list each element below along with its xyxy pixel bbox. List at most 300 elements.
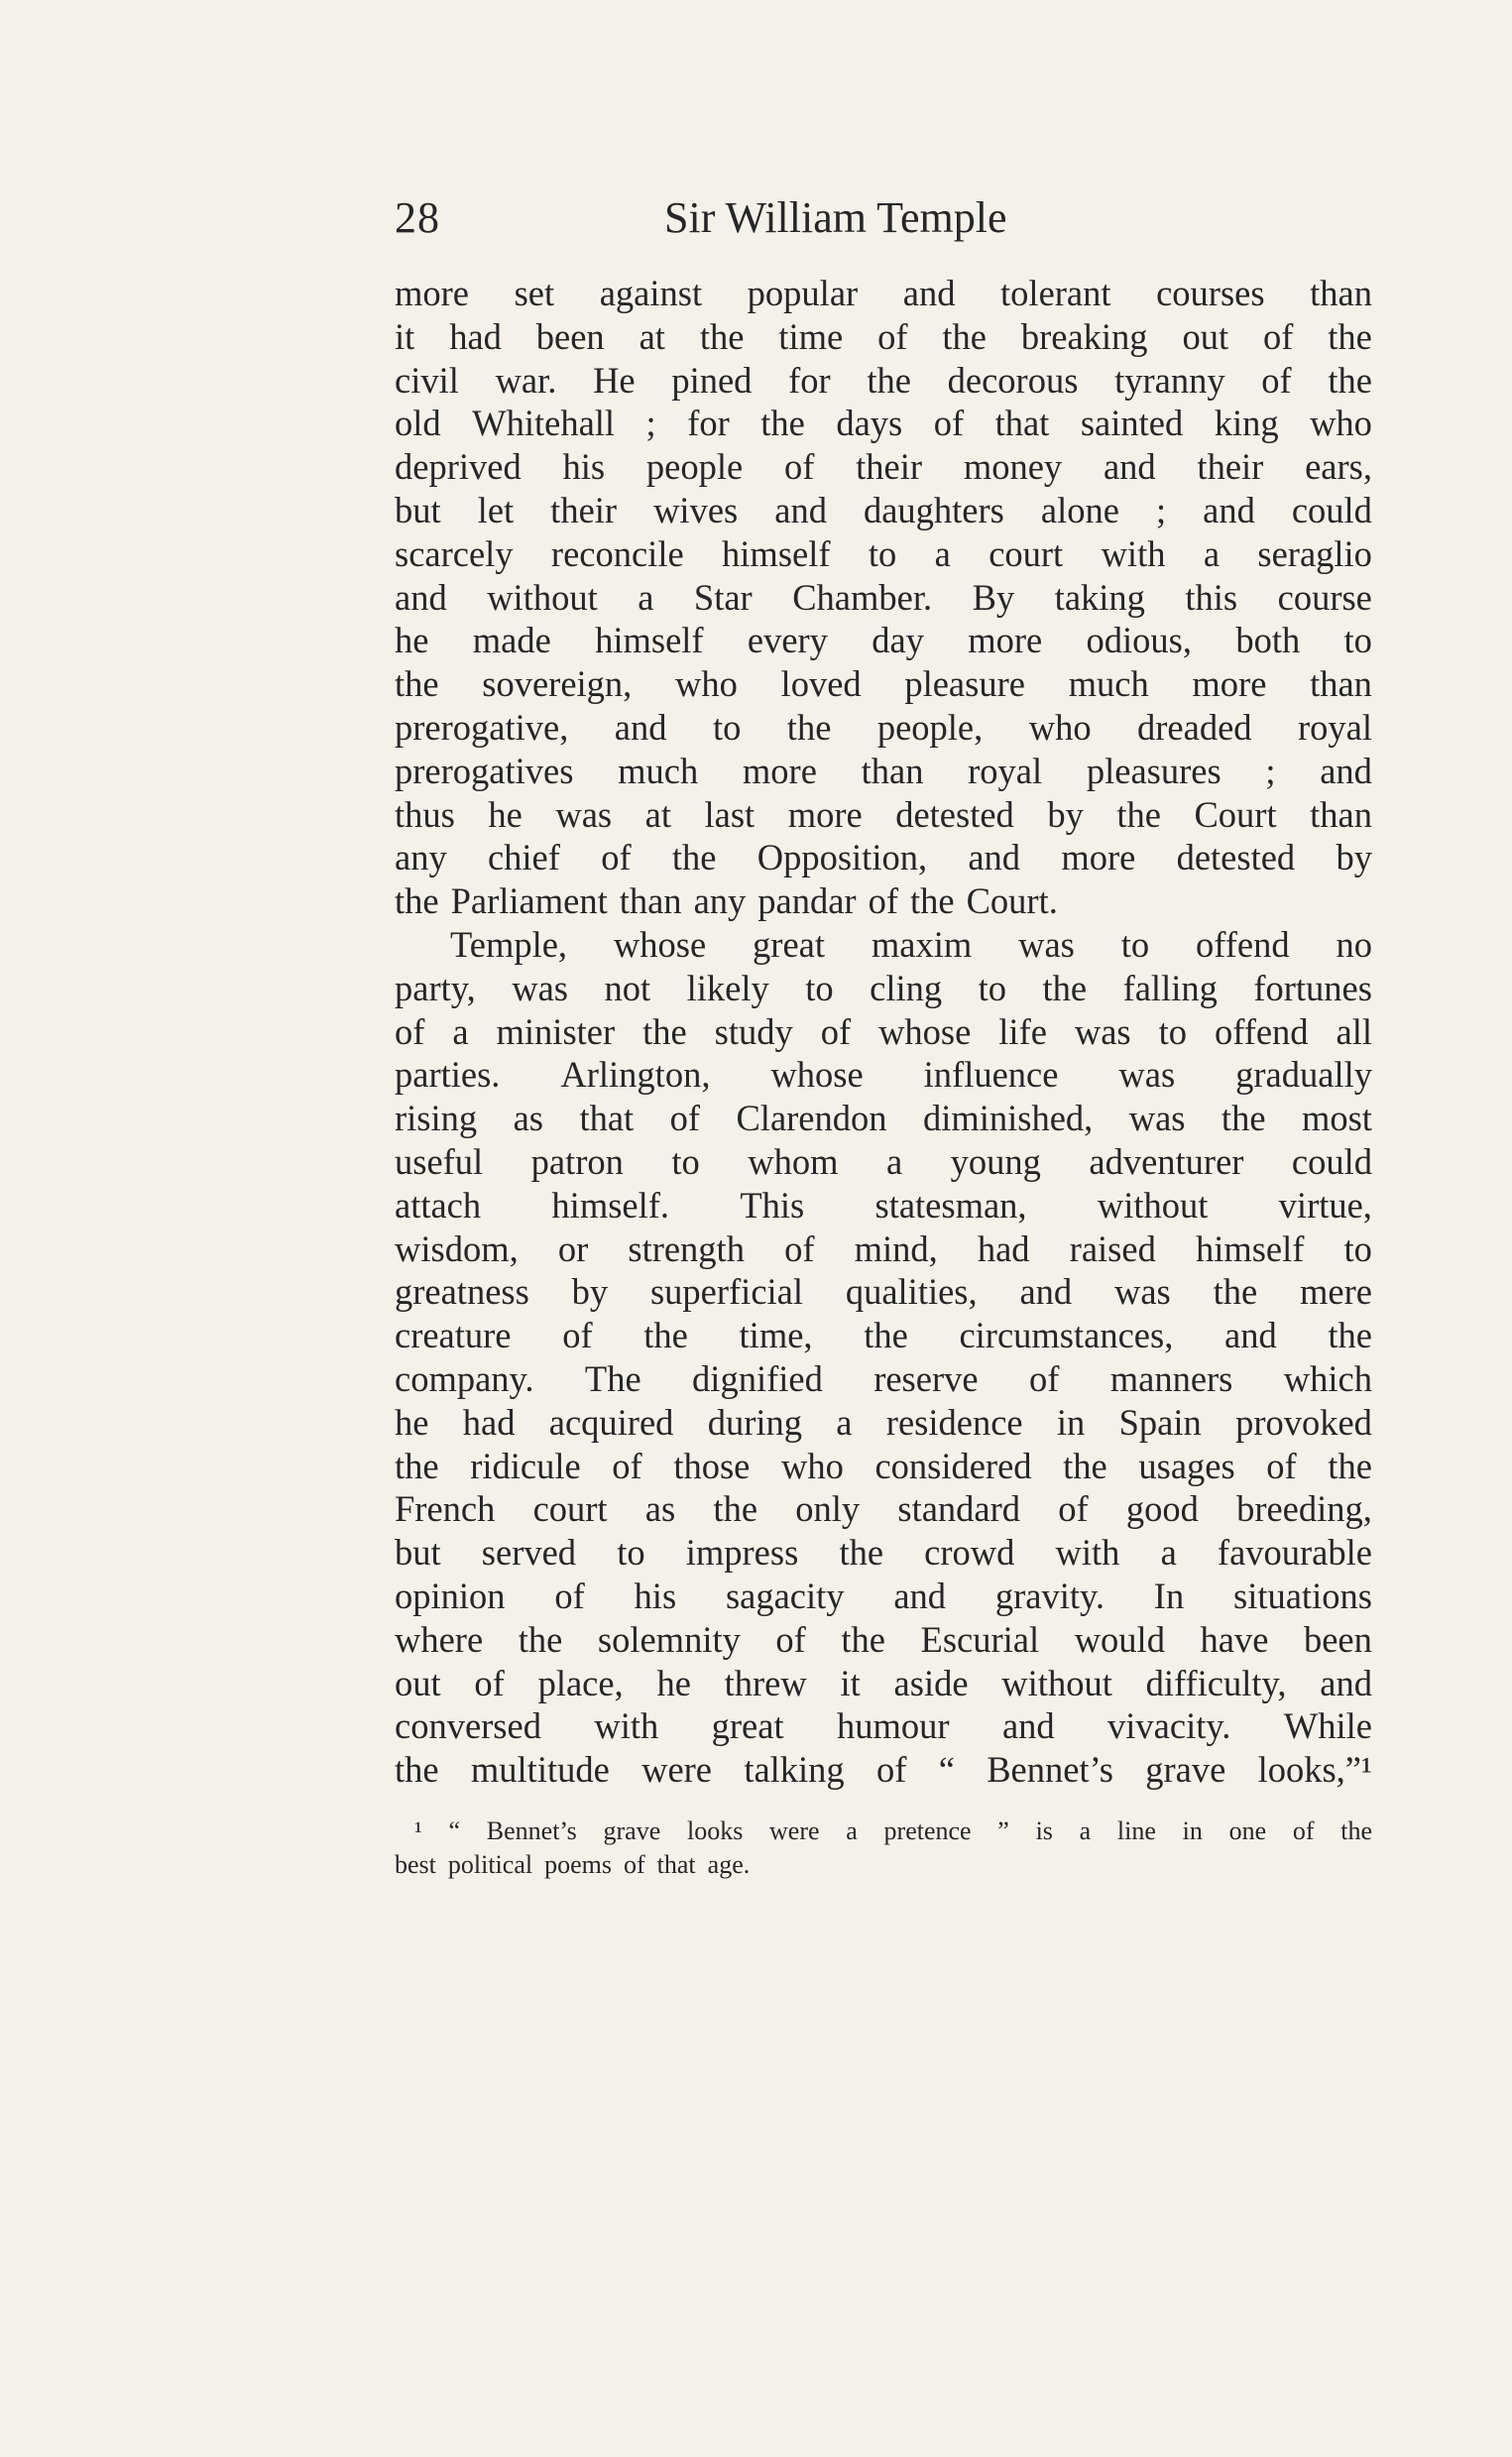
word: threw bbox=[724, 1662, 807, 1703]
word: this bbox=[1185, 576, 1238, 618]
word: of bbox=[877, 315, 908, 357]
word: much bbox=[618, 750, 699, 791]
word: the bbox=[786, 706, 832, 748]
word: the bbox=[909, 880, 955, 922]
word: court bbox=[989, 532, 1064, 574]
word: than bbox=[861, 750, 924, 791]
word: for bbox=[788, 359, 831, 401]
word: days bbox=[836, 403, 903, 444]
word: offend bbox=[1214, 1010, 1309, 1052]
word: a bbox=[452, 1010, 469, 1052]
word: himself bbox=[1195, 1228, 1305, 1269]
word: to bbox=[712, 706, 742, 748]
word: fortunes bbox=[1253, 967, 1372, 1008]
word: and bbox=[1224, 1315, 1277, 1356]
word: grave bbox=[1145, 1749, 1226, 1791]
word: scarcely bbox=[395, 532, 514, 574]
word: thus bbox=[395, 793, 455, 835]
word: situations bbox=[1233, 1575, 1372, 1616]
word: of bbox=[395, 1010, 425, 1052]
word: the bbox=[841, 1618, 885, 1660]
word: himself bbox=[595, 620, 704, 661]
word: the bbox=[1221, 1098, 1266, 1139]
word: the bbox=[1328, 315, 1372, 357]
word: breeding, bbox=[1236, 1488, 1372, 1530]
word: king bbox=[1214, 403, 1279, 444]
word: he bbox=[656, 1662, 691, 1703]
word: their bbox=[550, 489, 618, 530]
running-title: Sir William Temple bbox=[664, 193, 1007, 242]
word: great bbox=[753, 923, 825, 965]
word: reserve bbox=[873, 1357, 979, 1399]
word: Court bbox=[1194, 793, 1277, 835]
body-text-line bbox=[395, 1704, 1372, 1748]
word: to bbox=[617, 1532, 645, 1574]
word: While bbox=[1283, 1705, 1372, 1747]
word: This bbox=[740, 1184, 805, 1226]
word: those bbox=[673, 1445, 751, 1486]
body-text-line bbox=[395, 1010, 1372, 1054]
word: who bbox=[1310, 403, 1372, 444]
word: multitude bbox=[470, 1749, 610, 1791]
word: most bbox=[1301, 1098, 1372, 1139]
word: who bbox=[780, 1445, 844, 1486]
word: were bbox=[769, 1816, 820, 1845]
word: grave bbox=[603, 1816, 661, 1845]
word: war. bbox=[495, 359, 557, 401]
word: greatness bbox=[395, 1271, 529, 1313]
word: In bbox=[1153, 1575, 1185, 1616]
word: ; bbox=[1155, 489, 1167, 530]
word: age. bbox=[707, 1850, 751, 1879]
word: with bbox=[594, 1705, 659, 1747]
word: virtue, bbox=[1278, 1184, 1372, 1226]
word: of bbox=[1262, 315, 1294, 357]
word: the bbox=[671, 837, 717, 878]
word: superficial bbox=[649, 1271, 804, 1313]
word: solemnity bbox=[597, 1618, 741, 1660]
word: time, bbox=[739, 1315, 813, 1356]
word: royal bbox=[1298, 706, 1372, 748]
word: maxim bbox=[871, 923, 973, 965]
word: of bbox=[784, 1228, 815, 1269]
word: without bbox=[1097, 1184, 1209, 1226]
body-text-line bbox=[395, 272, 1372, 315]
word: of bbox=[775, 1618, 806, 1660]
word: best bbox=[395, 1850, 436, 1879]
word: people, bbox=[876, 706, 984, 748]
word: to bbox=[1343, 1228, 1372, 1269]
word: and bbox=[1320, 1662, 1372, 1703]
word: without bbox=[1001, 1662, 1112, 1703]
word: pleasure bbox=[904, 663, 1025, 705]
word: ¹ bbox=[414, 1816, 422, 1845]
word: of bbox=[1058, 1488, 1089, 1530]
word: and bbox=[1203, 489, 1255, 530]
word: raised bbox=[1069, 1228, 1156, 1269]
word: Parliament bbox=[450, 880, 608, 922]
body-text-line bbox=[395, 1097, 1372, 1140]
word: aside bbox=[893, 1662, 969, 1703]
word: it bbox=[395, 315, 415, 357]
footnote-line bbox=[395, 1848, 1372, 1882]
word: a bbox=[934, 532, 951, 574]
word: Bennet’s bbox=[987, 1749, 1113, 1791]
word: of bbox=[554, 1575, 585, 1616]
word: to bbox=[805, 967, 834, 1008]
word: the bbox=[760, 403, 805, 444]
word: statesman, bbox=[874, 1184, 1027, 1226]
word: and bbox=[614, 706, 667, 748]
word: the bbox=[643, 1315, 688, 1356]
word: civil bbox=[395, 359, 459, 401]
word: that bbox=[656, 1850, 696, 1879]
word: his bbox=[562, 446, 606, 488]
page-number: 28 bbox=[395, 193, 440, 242]
word: in bbox=[1056, 1401, 1086, 1443]
word: dreaded bbox=[1137, 706, 1252, 748]
word: and bbox=[1019, 1271, 1073, 1313]
word: adventurer bbox=[1089, 1140, 1244, 1182]
word: crowd bbox=[924, 1532, 1015, 1574]
word: impress bbox=[685, 1532, 799, 1574]
body-text-line bbox=[395, 1140, 1372, 1184]
word: a bbox=[1203, 532, 1221, 574]
body-text-line bbox=[395, 1184, 1372, 1228]
word: a bbox=[846, 1816, 858, 1845]
word: tolerant bbox=[1000, 273, 1111, 313]
body-text-line bbox=[395, 1357, 1372, 1401]
word: likely bbox=[686, 967, 769, 1008]
word: than bbox=[1310, 793, 1372, 835]
body-text-line bbox=[395, 1487, 1372, 1531]
word: the bbox=[1328, 1445, 1372, 1486]
body-text-line bbox=[395, 576, 1372, 620]
word: “ bbox=[938, 1749, 955, 1791]
word: during bbox=[707, 1401, 802, 1443]
word: wives bbox=[653, 489, 739, 530]
word: Opposition, bbox=[756, 837, 928, 878]
word: of bbox=[875, 1749, 907, 1791]
body-text-line bbox=[395, 923, 1372, 967]
word: more bbox=[1061, 837, 1136, 878]
word: rising bbox=[395, 1098, 478, 1139]
word: Arlington, bbox=[560, 1054, 711, 1096]
word: attach bbox=[395, 1184, 482, 1226]
body-text-line bbox=[395, 662, 1372, 706]
word: Chamber. bbox=[792, 576, 933, 618]
word: was bbox=[1118, 1054, 1176, 1096]
word: patron bbox=[530, 1140, 624, 1182]
word: the bbox=[713, 1488, 758, 1530]
body-text-line bbox=[395, 1314, 1372, 1357]
word: himself. bbox=[551, 1184, 670, 1226]
word: sovereign, bbox=[482, 663, 633, 705]
word: a bbox=[836, 1401, 853, 1443]
word: deprived bbox=[395, 446, 522, 488]
word: that bbox=[579, 1098, 635, 1139]
body-text-line bbox=[395, 402, 1372, 445]
body-text-line bbox=[395, 750, 1372, 793]
word: ; bbox=[1265, 750, 1276, 791]
word: that bbox=[994, 403, 1050, 444]
body-text-line bbox=[395, 1401, 1372, 1445]
word: or bbox=[557, 1228, 589, 1269]
word: the bbox=[395, 1445, 439, 1486]
word: the bbox=[1328, 1315, 1372, 1356]
word: the bbox=[1063, 1445, 1107, 1486]
body-text-line bbox=[395, 359, 1372, 403]
word: without bbox=[487, 576, 598, 618]
word: study bbox=[714, 1010, 793, 1052]
word: pleasures bbox=[1086, 750, 1221, 791]
word: mind, bbox=[854, 1228, 938, 1269]
word: line bbox=[1116, 1816, 1156, 1845]
word: opinion bbox=[395, 1575, 506, 1616]
word: more bbox=[742, 750, 817, 791]
word: Temple, bbox=[450, 923, 568, 965]
word: of bbox=[1292, 1816, 1315, 1845]
word: political bbox=[447, 1850, 533, 1879]
word: the bbox=[1340, 1816, 1372, 1845]
word: looks bbox=[686, 1816, 744, 1845]
word: Spain bbox=[1118, 1401, 1202, 1443]
word: young bbox=[950, 1140, 1041, 1182]
word: he bbox=[395, 620, 429, 661]
word: sagacity bbox=[725, 1575, 845, 1616]
word: of bbox=[562, 1315, 593, 1356]
word: by bbox=[1047, 793, 1084, 835]
word: difficulty, bbox=[1145, 1662, 1287, 1703]
word: falling bbox=[1122, 967, 1218, 1008]
word: let bbox=[477, 489, 515, 530]
word: usages bbox=[1138, 1445, 1235, 1486]
body-text-line bbox=[395, 706, 1372, 750]
word: a bbox=[1079, 1816, 1092, 1845]
word: breaking bbox=[1020, 315, 1148, 357]
word: circumstances, bbox=[959, 1315, 1174, 1356]
word: tyranny bbox=[1114, 359, 1225, 401]
word: the bbox=[839, 1532, 884, 1574]
word: the bbox=[699, 315, 745, 357]
word: and bbox=[1001, 1705, 1055, 1747]
word: much bbox=[1068, 663, 1149, 705]
word: whom bbox=[748, 1140, 839, 1182]
word: made bbox=[472, 620, 551, 661]
word: Clarendon bbox=[736, 1098, 887, 1139]
word: humour bbox=[837, 1705, 950, 1747]
word: day bbox=[872, 620, 924, 661]
word: Bennet’s bbox=[486, 1816, 577, 1845]
word: and bbox=[1320, 750, 1372, 791]
word: the bbox=[395, 663, 439, 705]
word: been bbox=[1303, 1618, 1372, 1660]
word: could bbox=[1291, 489, 1372, 530]
word: strength bbox=[628, 1228, 745, 1269]
word: the bbox=[942, 315, 987, 357]
word: money bbox=[963, 446, 1063, 488]
word: acquired bbox=[548, 1401, 674, 1443]
word: useful bbox=[395, 1140, 484, 1182]
word: pandar bbox=[757, 880, 857, 922]
body-text-line bbox=[395, 1228, 1372, 1271]
word: pined bbox=[671, 359, 753, 401]
body-text bbox=[395, 272, 1372, 1792]
word: have bbox=[1200, 1618, 1269, 1660]
word: Escurial bbox=[920, 1618, 1040, 1660]
word: a bbox=[638, 576, 654, 618]
word: the bbox=[1116, 793, 1161, 835]
word: court bbox=[532, 1488, 608, 1530]
word: more bbox=[787, 793, 863, 835]
word: the bbox=[1213, 1271, 1258, 1313]
word: by bbox=[1336, 837, 1372, 878]
word: more bbox=[1192, 663, 1267, 705]
body-text-line bbox=[395, 532, 1372, 576]
word: cling bbox=[870, 967, 943, 1008]
word: as bbox=[513, 1098, 543, 1139]
word: people bbox=[645, 446, 744, 488]
body-text-line bbox=[395, 1575, 1372, 1618]
word: residence bbox=[885, 1401, 1023, 1443]
word: old bbox=[395, 403, 441, 444]
word: had bbox=[977, 1228, 1030, 1269]
word: wisdom, bbox=[395, 1228, 519, 1269]
body-text-line bbox=[395, 1445, 1372, 1488]
word: not bbox=[604, 967, 651, 1008]
word: considered bbox=[874, 1445, 1032, 1486]
body-text-line bbox=[395, 1662, 1372, 1705]
word: the bbox=[1042, 967, 1088, 1008]
word: company. bbox=[395, 1357, 534, 1399]
word: the bbox=[867, 359, 911, 401]
word: was bbox=[1114, 1271, 1171, 1313]
word: gravity. bbox=[994, 1575, 1105, 1616]
word: looks,”¹ bbox=[1257, 1749, 1372, 1791]
word: to bbox=[1120, 923, 1150, 965]
word: “ bbox=[448, 1816, 461, 1845]
word: the bbox=[864, 1315, 908, 1356]
word: the bbox=[395, 880, 439, 922]
word: to bbox=[1158, 1010, 1187, 1052]
footnote bbox=[395, 1814, 1372, 1882]
word: any bbox=[395, 837, 447, 878]
word: and bbox=[774, 489, 827, 530]
body-text-line bbox=[395, 315, 1372, 359]
word: alone bbox=[1040, 489, 1119, 530]
word: chief bbox=[487, 837, 560, 878]
word: who bbox=[675, 663, 738, 705]
word: daughters bbox=[863, 489, 1004, 530]
word: standard bbox=[897, 1488, 1021, 1530]
body-text-line bbox=[395, 967, 1372, 1010]
word: which bbox=[1283, 1357, 1372, 1399]
body-text-line bbox=[395, 489, 1372, 532]
word: than bbox=[1310, 663, 1372, 705]
word: decorous bbox=[947, 359, 1079, 401]
word: all bbox=[1336, 1010, 1372, 1052]
word: great bbox=[711, 1705, 784, 1747]
body-text-line bbox=[395, 445, 1372, 489]
word: royal bbox=[968, 750, 1043, 791]
word: of bbox=[783, 446, 815, 488]
word: than bbox=[619, 880, 682, 922]
word: mere bbox=[1300, 1271, 1372, 1313]
word: of bbox=[820, 1010, 852, 1052]
word: ridicule bbox=[470, 1445, 581, 1486]
word: ; bbox=[645, 403, 656, 444]
word: to bbox=[671, 1140, 700, 1182]
body-text-line bbox=[395, 793, 1372, 837]
word: the bbox=[395, 1749, 439, 1791]
word: dignified bbox=[692, 1357, 823, 1399]
word: the bbox=[642, 1010, 687, 1052]
word: against bbox=[599, 273, 703, 313]
word: whose bbox=[613, 923, 707, 965]
word: place, bbox=[537, 1662, 624, 1703]
word: had bbox=[449, 315, 502, 357]
word: served bbox=[481, 1532, 577, 1574]
word: with bbox=[1055, 1532, 1120, 1574]
word: minister bbox=[496, 1010, 616, 1052]
word: of bbox=[474, 1662, 505, 1703]
word: no bbox=[1336, 923, 1372, 965]
word: ears, bbox=[1305, 446, 1372, 488]
word: favourable bbox=[1217, 1532, 1372, 1574]
word: set bbox=[514, 273, 555, 313]
word: of bbox=[623, 1850, 645, 1879]
word: offend bbox=[1195, 923, 1290, 965]
word: his bbox=[634, 1575, 677, 1616]
word: courses bbox=[1156, 273, 1265, 313]
word: of bbox=[868, 880, 898, 922]
word: out bbox=[1182, 315, 1229, 357]
word: and bbox=[395, 576, 447, 618]
word: Court. bbox=[966, 880, 1058, 922]
word: was bbox=[1074, 1010, 1131, 1052]
word: could bbox=[1291, 1140, 1372, 1182]
running-head bbox=[395, 188, 1108, 248]
body-text-line bbox=[395, 1748, 1372, 1792]
word: more bbox=[968, 620, 1043, 661]
word: reconcile bbox=[550, 532, 684, 574]
word: at bbox=[644, 793, 671, 835]
word: and bbox=[893, 1575, 947, 1616]
body-text-line bbox=[395, 1053, 1372, 1097]
word: out bbox=[395, 1662, 441, 1703]
word: their bbox=[856, 446, 923, 488]
word: course bbox=[1277, 576, 1372, 618]
word: was bbox=[555, 793, 613, 835]
word: but bbox=[395, 1532, 441, 1574]
word: their bbox=[1197, 446, 1264, 488]
word: of bbox=[669, 1098, 701, 1139]
word: The bbox=[584, 1357, 641, 1399]
word: vivacity. bbox=[1107, 1705, 1231, 1747]
word: of bbox=[1261, 359, 1292, 401]
word: last bbox=[704, 793, 756, 835]
body-text-line bbox=[395, 879, 1372, 923]
word: conversed bbox=[395, 1705, 541, 1747]
word: both bbox=[1235, 620, 1301, 661]
word: as bbox=[644, 1488, 676, 1530]
word: He bbox=[593, 359, 636, 401]
word: was bbox=[512, 967, 569, 1008]
word: of bbox=[601, 837, 632, 878]
body-text-line bbox=[395, 1531, 1372, 1575]
word: whose bbox=[770, 1054, 864, 1096]
word: in bbox=[1182, 1816, 1203, 1845]
